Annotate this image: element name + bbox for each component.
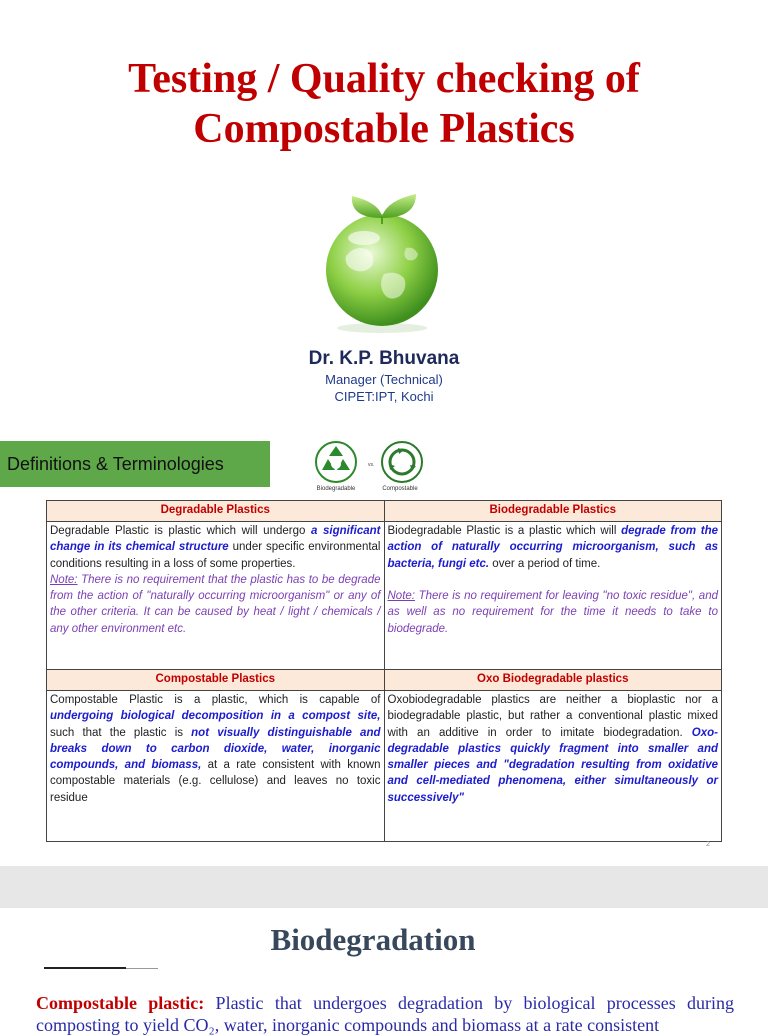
title-line-2: Compostable Plastics <box>193 106 575 152</box>
logos-group <box>312 438 432 498</box>
definition-label: Compostable plastic: <box>36 993 205 1013</box>
globe-with-sprout-icon <box>312 186 452 336</box>
title-line-1: Testing / Quality checking of <box>128 56 640 102</box>
slide-separator <box>0 866 768 908</box>
logo-vs-text: vs. <box>368 462 375 468</box>
biodegradation-definition <box>36 992 734 1036</box>
oxo-cell: Oxobiodegradable plastics are neither a bioplastic nor a biodegradable plastic, but rather a conventional plastic mixed with an additive in order to imitate biodegradation. Oxo-degradable plastics quickly fragment into smaller and smaller pieces and "degradation resulting from oxidative and cell-mediated phenomena, either simultaneously or successively" <box>384 691 722 842</box>
author-name: Dr. K.P. Bhuvana <box>308 348 460 369</box>
biodegradable-header: Biodegradable Plastics <box>384 501 722 522</box>
biodegradation-title: Biodegradation <box>270 922 476 957</box>
definitions-slide <box>0 420 768 860</box>
biodegradation-slide <box>0 908 768 1035</box>
degradable-cell: Degradable Plastic is plastic which will undergo a significant change in its chemical structure under specific environmental conditions resulting in a loss of some properties. Note: There is no requirement that the plastic has to be degrade from the action of "naturally occurring microorganism" or any of the other criteria. It can be caused by heat / light / chemicals / any other environment etc. <box>47 522 385 670</box>
author-block <box>0 347 768 405</box>
logo-left-caption: Biodegradable <box>316 486 356 492</box>
oxo-header: Oxo Biodegradable plastics <box>384 670 722 691</box>
biodegradable-cell: Biodegradable Plastic is a plastic which will degrade from the action of naturally occurring microorganism, such as bacteria, fungi etc. over a period of time. Note: There is no requirement for leaving "no toxic residue", and as well as no requirement for the time it needs to take to biodegrade. <box>384 522 722 670</box>
compost-cycle-icon <box>382 442 422 482</box>
definition-text: Plastic that undergoes degradation by biological processes during composting to yield CO₂, water, inorganic compounds and biomass at a rate consistent <box>36 993 735 1035</box>
page-number: 2 <box>706 841 710 848</box>
title-slide <box>0 0 768 420</box>
definitions-table <box>46 500 722 842</box>
title-underline-light <box>126 968 158 969</box>
compostable-cell: Compostable Plastic is a plastic, which is capable of undergoing biological decomposition in a compost site, such that the plastic is not visually distinguishable and breaks down to carbon dioxide, water, inorganic compounds, and biomass, at a rate consistent with known compostable materials (e.g. cellulose) and leaves no toxic residue <box>47 691 385 842</box>
slide-title <box>0 54 768 154</box>
author-org: CIPET:IPT, Kochi <box>334 389 434 404</box>
definitions-banner: Definitions & Terminologies <box>0 441 270 487</box>
degradable-header: Degradable Plastics <box>47 501 385 522</box>
compostable-header: Compostable Plastics <box>47 670 385 691</box>
recycle-leaf-icon <box>316 442 356 482</box>
title-underline <box>44 967 126 969</box>
author-role: Manager (Technical) <box>325 372 443 387</box>
logo-right-caption: Compostable <box>382 486 418 492</box>
